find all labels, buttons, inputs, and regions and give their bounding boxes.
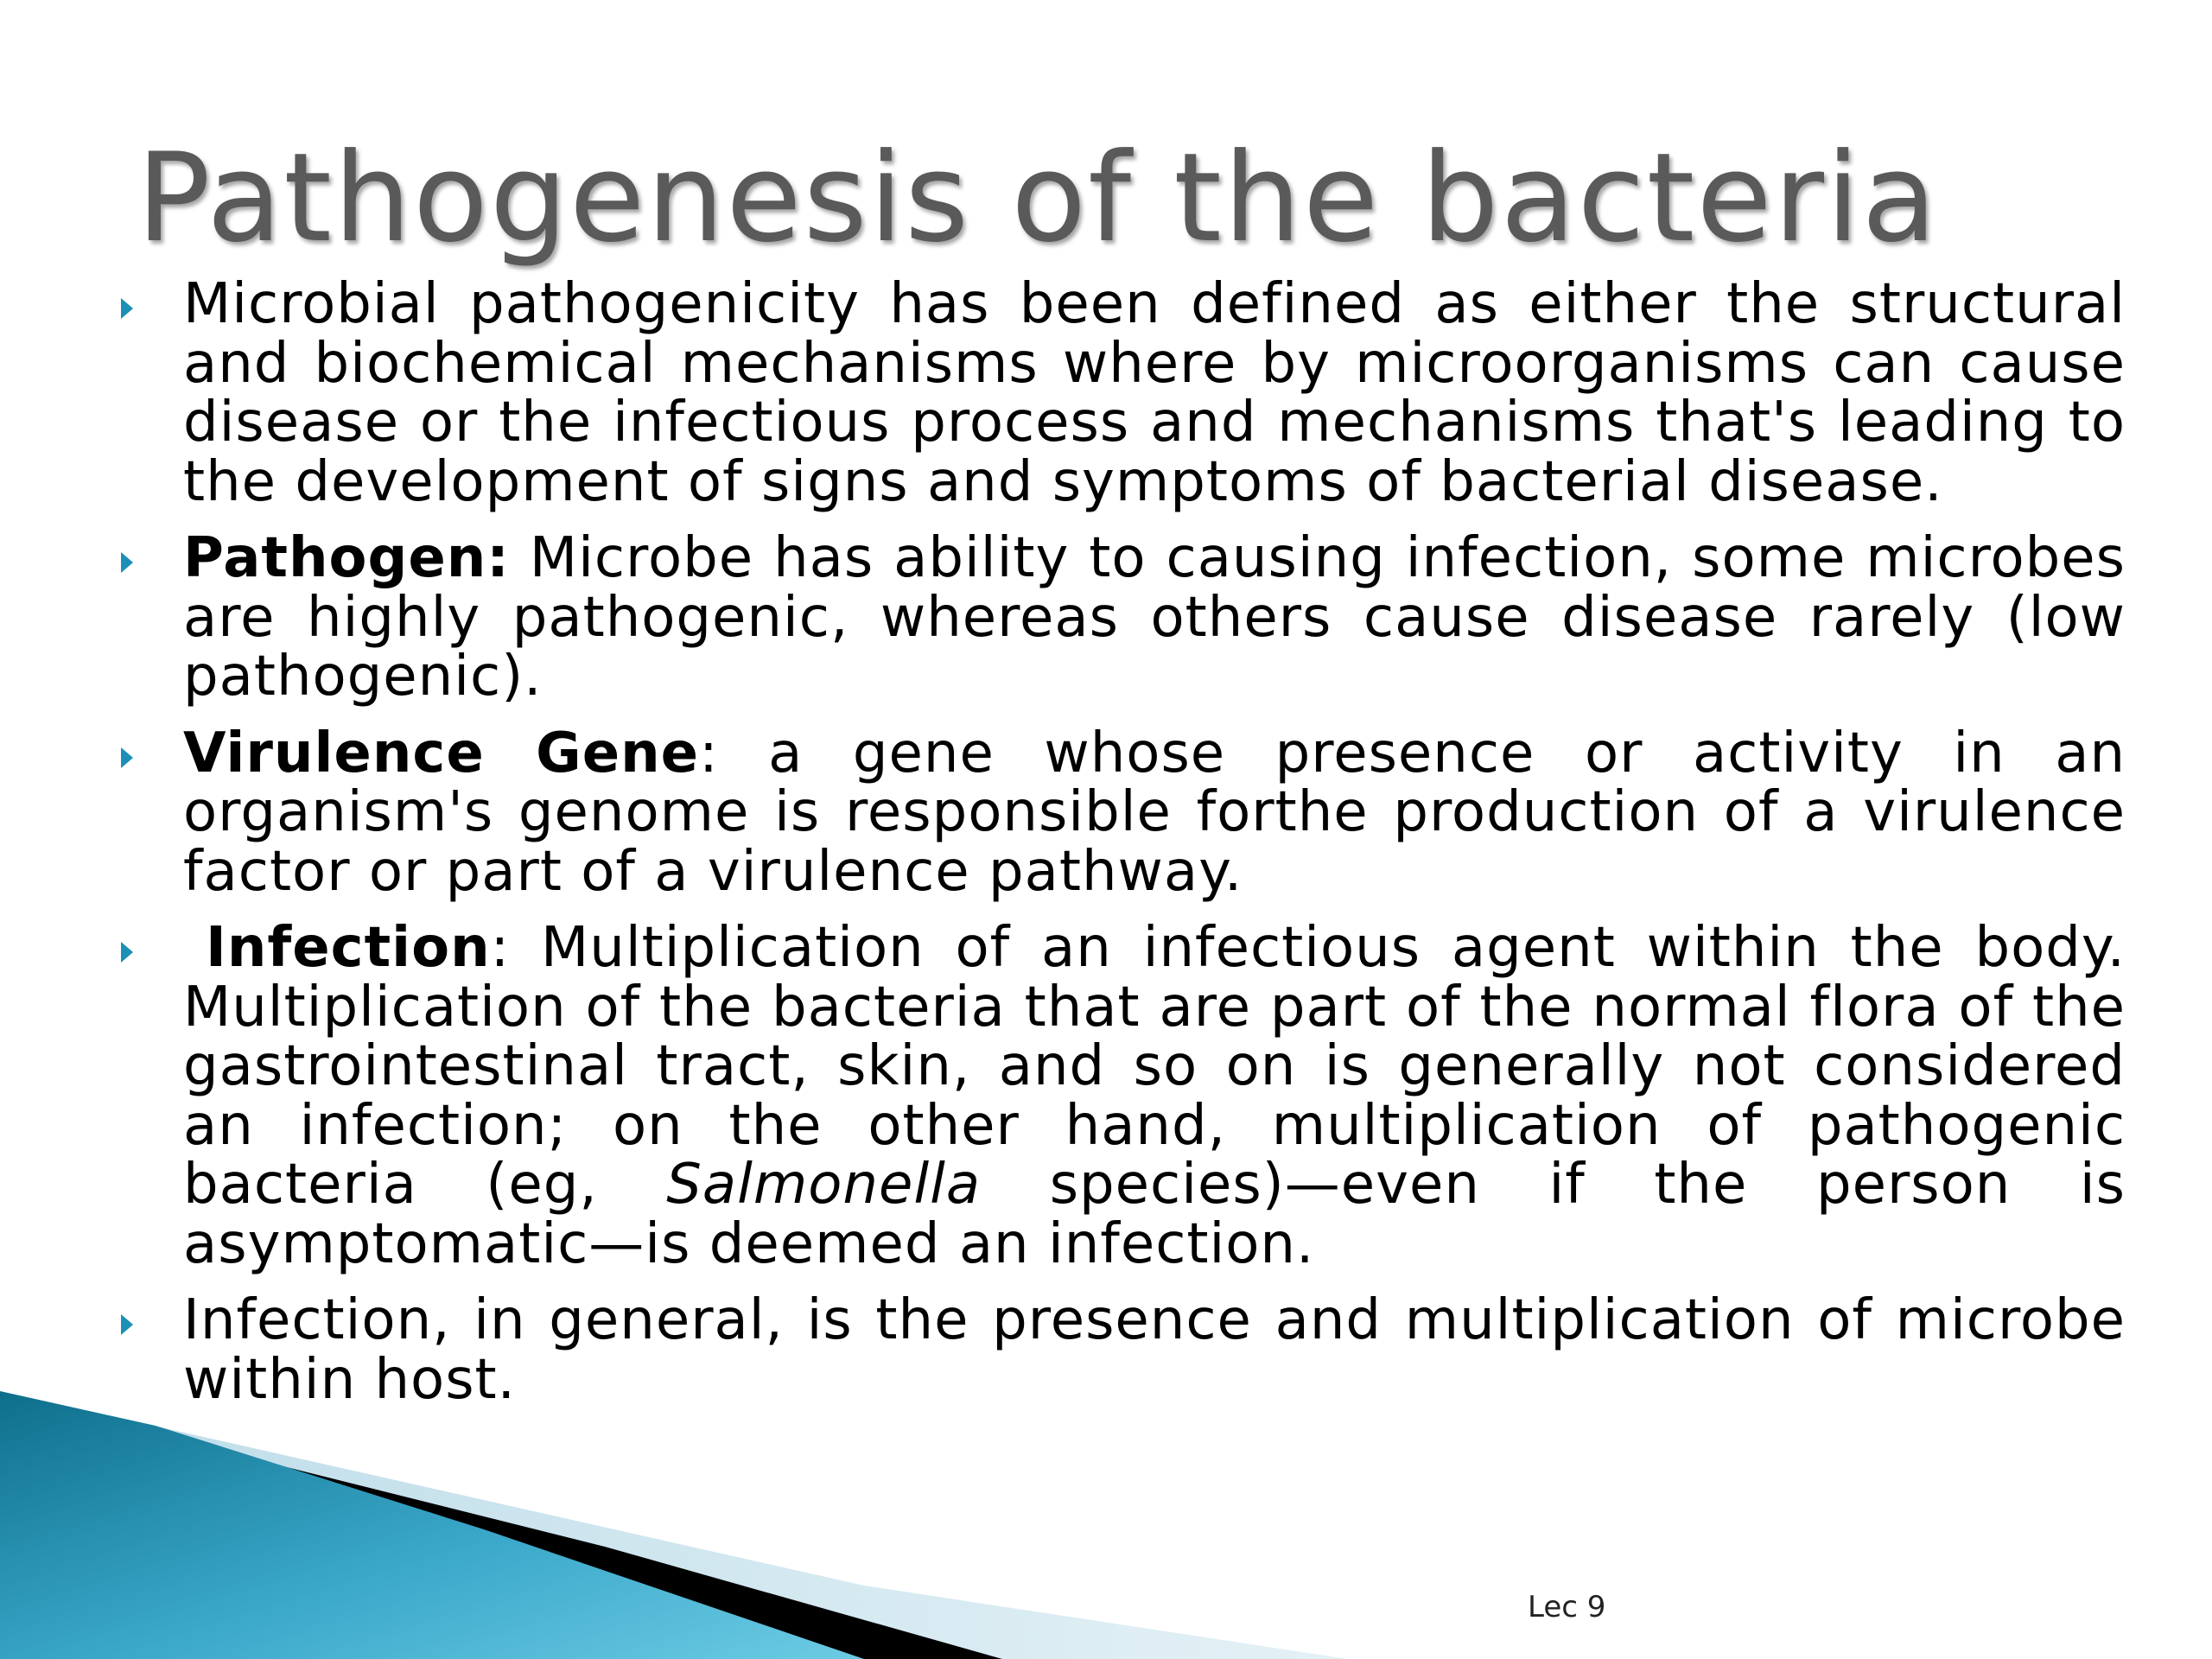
bullet-term-separator: : <box>699 721 719 785</box>
bullet-item <box>121 721 2126 904</box>
bullet-term-separator: : <box>490 916 511 980</box>
bullet-italic-text: Salmonella <box>666 1153 982 1217</box>
slide-footer: Lec 9 <box>1528 1590 1606 1624</box>
bullet-term: Pathogen <box>183 526 487 590</box>
bullet-text: a gene whose presence or activity in an organism's genome is responsible forthe production of a virulence factor or part of a virulence pathway. <box>183 721 2126 904</box>
slide-title: Pathogenesis of the bacteria <box>137 127 1939 270</box>
bullet-text: Multiplication of an infectious agent within the body. Multiplication of the bacteria that are part of the normal flora of the gastrointestinal tract, skin, and so on is generally not considered an infection; on the other hand, multiplication of pathogenic bacteria (eg, <box>183 916 2126 1217</box>
teal-swoosh <box>0 1391 864 1659</box>
bullet-text: Microbial pathogenicity has been defined as either the structural and biochemical mechanisms where by microorganisms can cause disease or the infectious process and mechanisms that's leading to the development of signs and symptoms of bacterial disease. <box>183 272 2126 514</box>
bullet-term-separator: : <box>486 526 510 590</box>
bullet-text: species)—even if the person is asymptomatic—is deemed an infection. <box>183 1153 2126 1276</box>
triangle-right-icon <box>121 552 133 573</box>
triangle-right-icon <box>121 1314 133 1335</box>
bullet-item <box>121 918 2126 1274</box>
bullet-term: Virulence Gene <box>183 721 700 785</box>
bullet-item <box>121 1288 2126 1412</box>
triangle-right-icon <box>121 942 133 963</box>
bullet-text: Microbe has ability to causing infection, some microbes are highly pathogenic, whereas others cause disease rarely (low pathogenic). <box>183 526 2126 709</box>
bullet-item <box>121 272 2126 514</box>
bullet-term: Infection <box>206 916 491 980</box>
triangle-right-icon <box>121 298 133 319</box>
triangle-right-icon <box>121 747 133 768</box>
bullet-item <box>121 526 2126 709</box>
bullet-text: Infection, in general, is the presence and multiplication of microbe within host. <box>183 1288 2126 1412</box>
bullet-list <box>121 272 2126 1427</box>
